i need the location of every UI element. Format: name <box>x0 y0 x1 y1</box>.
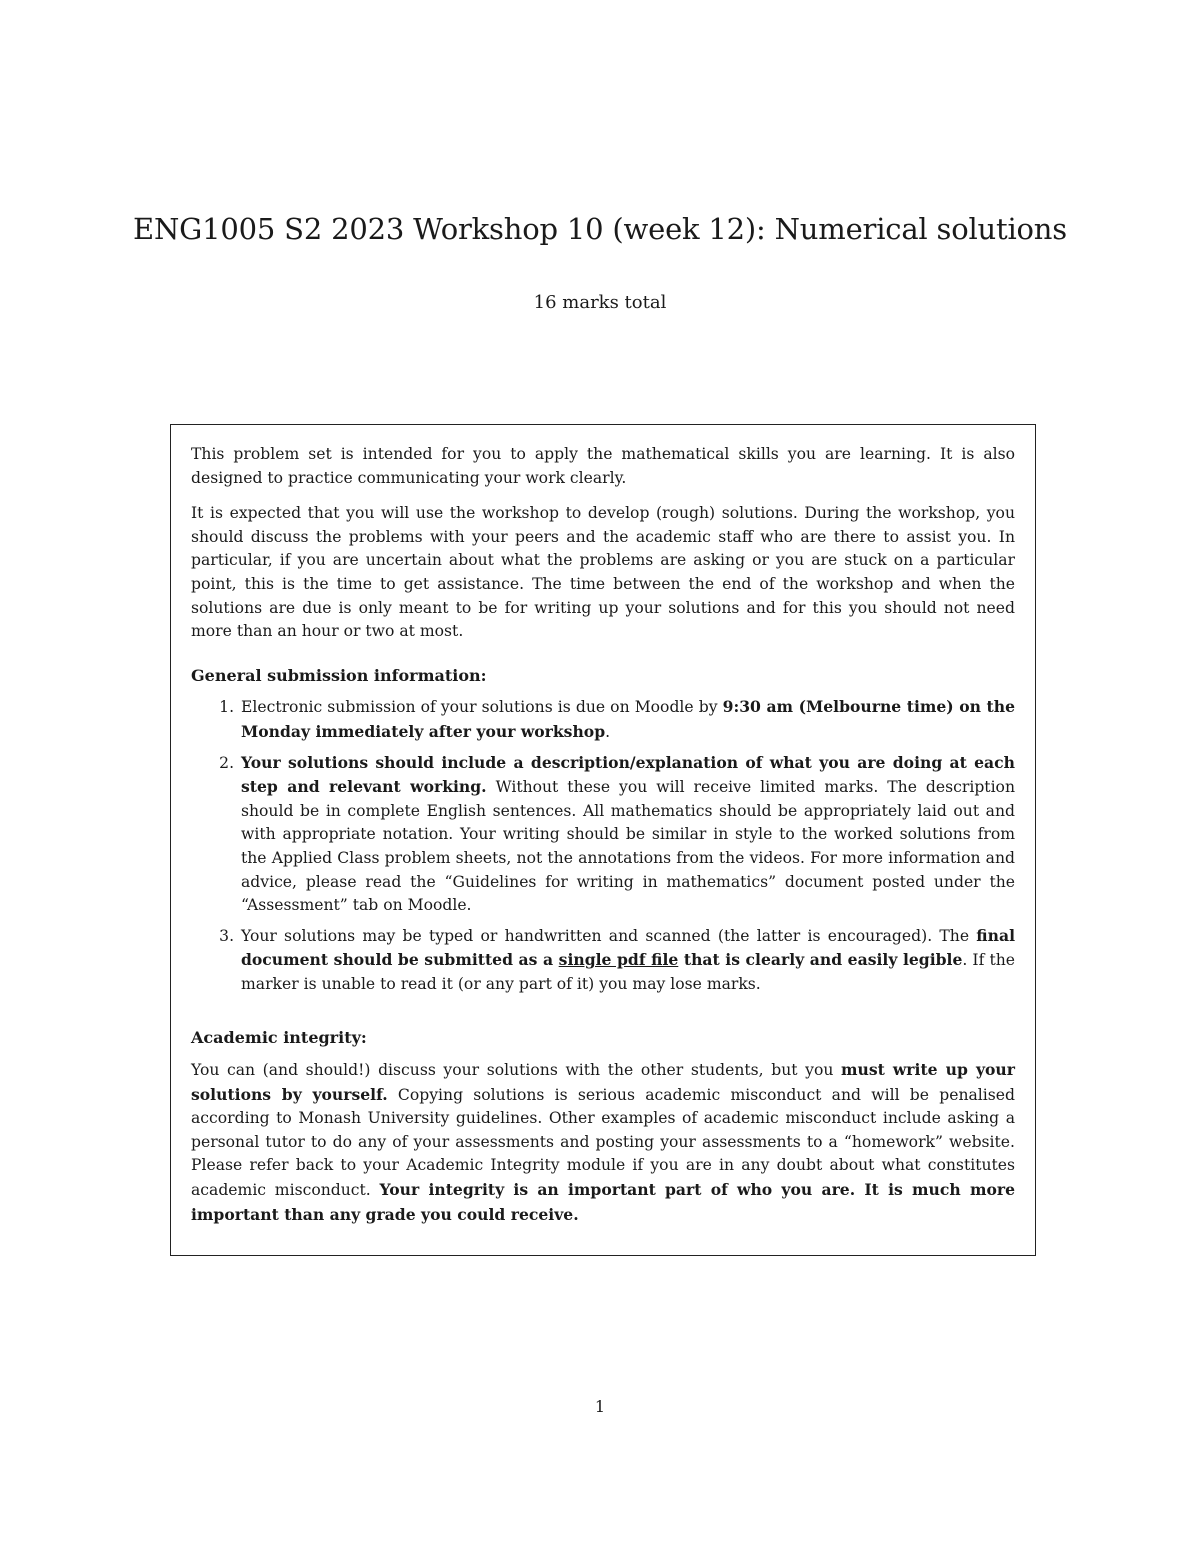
item-bold-text: that is clearly and easily legible <box>678 950 963 970</box>
item-bold-text: 9:30 am (Melbourne time) on the Monday immediately after your workshop <box>241 697 1015 741</box>
list-item <box>239 751 1015 918</box>
intro-paragraph: This problem set is intended for you to apply the mathematical skills you are learning. It is also designed to practice communicating your work clearly. <box>191 445 1015 487</box>
item-bold-text: final document should be submitted as a <box>241 925 1015 970</box>
integrity-bold-text: must write up your solutions by yourself. <box>191 1060 1015 1104</box>
item-text: Electronic submission of your solutions is due on Moodle by <box>241 698 723 717</box>
list-item <box>239 695 1015 744</box>
intro-paragraph: It is expected that you will use the workshop to develop (rough) solutions. During the workshop, you should discuss the problems with your peers and the academic staff who are there to assist you. In particular, if you are uncertain about what the problems are asking or you are stuck on a particular point, this is the time to get assistance. The time between the end of the workshop and when the solutions are due is only meant to be for writing up your solutions and for this you should not need more than an hour or two at most. <box>191 504 1015 641</box>
marks-total: 16 marks total <box>533 292 667 313</box>
item-bold-text: Your solutions should include a description/explanation of what you are doing at each step and relevant working. <box>241 752 1015 797</box>
item-text: . <box>605 722 611 741</box>
integrity-heading: Academic integrity: <box>191 1028 367 1048</box>
item-text: . If the marker is unable to read it (or any part of it) you may lose marks. <box>241 951 1015 993</box>
submission-list <box>191 695 1015 996</box>
submission-heading: General submission information: <box>191 665 487 685</box>
integrity-bold-text: Your integrity is an important part of who you are. It is much more important than any grade you could receive. <box>191 1180 1015 1224</box>
integrity-text: Copying solutions is serious academic misconduct and will be penalised according to Monash University guidelines. Other examples of academic misconduct include asking a personal tutor to do any of your assessments and posting your assessments to a “homework” website. Please refer back to your Academic Integrity module if you are in any doubt about what constitutes academic misconduct. <box>191 1085 1015 1200</box>
item-text: Without these you will receive limited marks. The description should be in complete English sentences. All mathematics should be appropriately laid out and with appropriate notation. Your writing should be similar in style to the worked solutions from the Applied Class problem sheets, not the annotations from the videos. For more information and advice, please read the “Guidelines for writing in mathematics” document posted under the “Assessment” tab on Moodle. <box>241 778 1015 915</box>
item-text: Your solutions may be typed or handwritten and scanned (the latter is encouraged). The <box>241 926 977 945</box>
document-title: ENG1005 S2 2023 Workshop 10 (week 12): Numerical solutions <box>133 212 1067 246</box>
item-underlined-text: single pdf file <box>558 950 679 970</box>
page-number: 1 <box>594 1397 606 1416</box>
integrity-text: You can (and should!) discuss your solutions with the other students, but you <box>191 1061 841 1080</box>
integrity-paragraph <box>191 1058 1015 1227</box>
instructions-box <box>170 424 1036 1256</box>
list-item <box>239 924 1015 997</box>
